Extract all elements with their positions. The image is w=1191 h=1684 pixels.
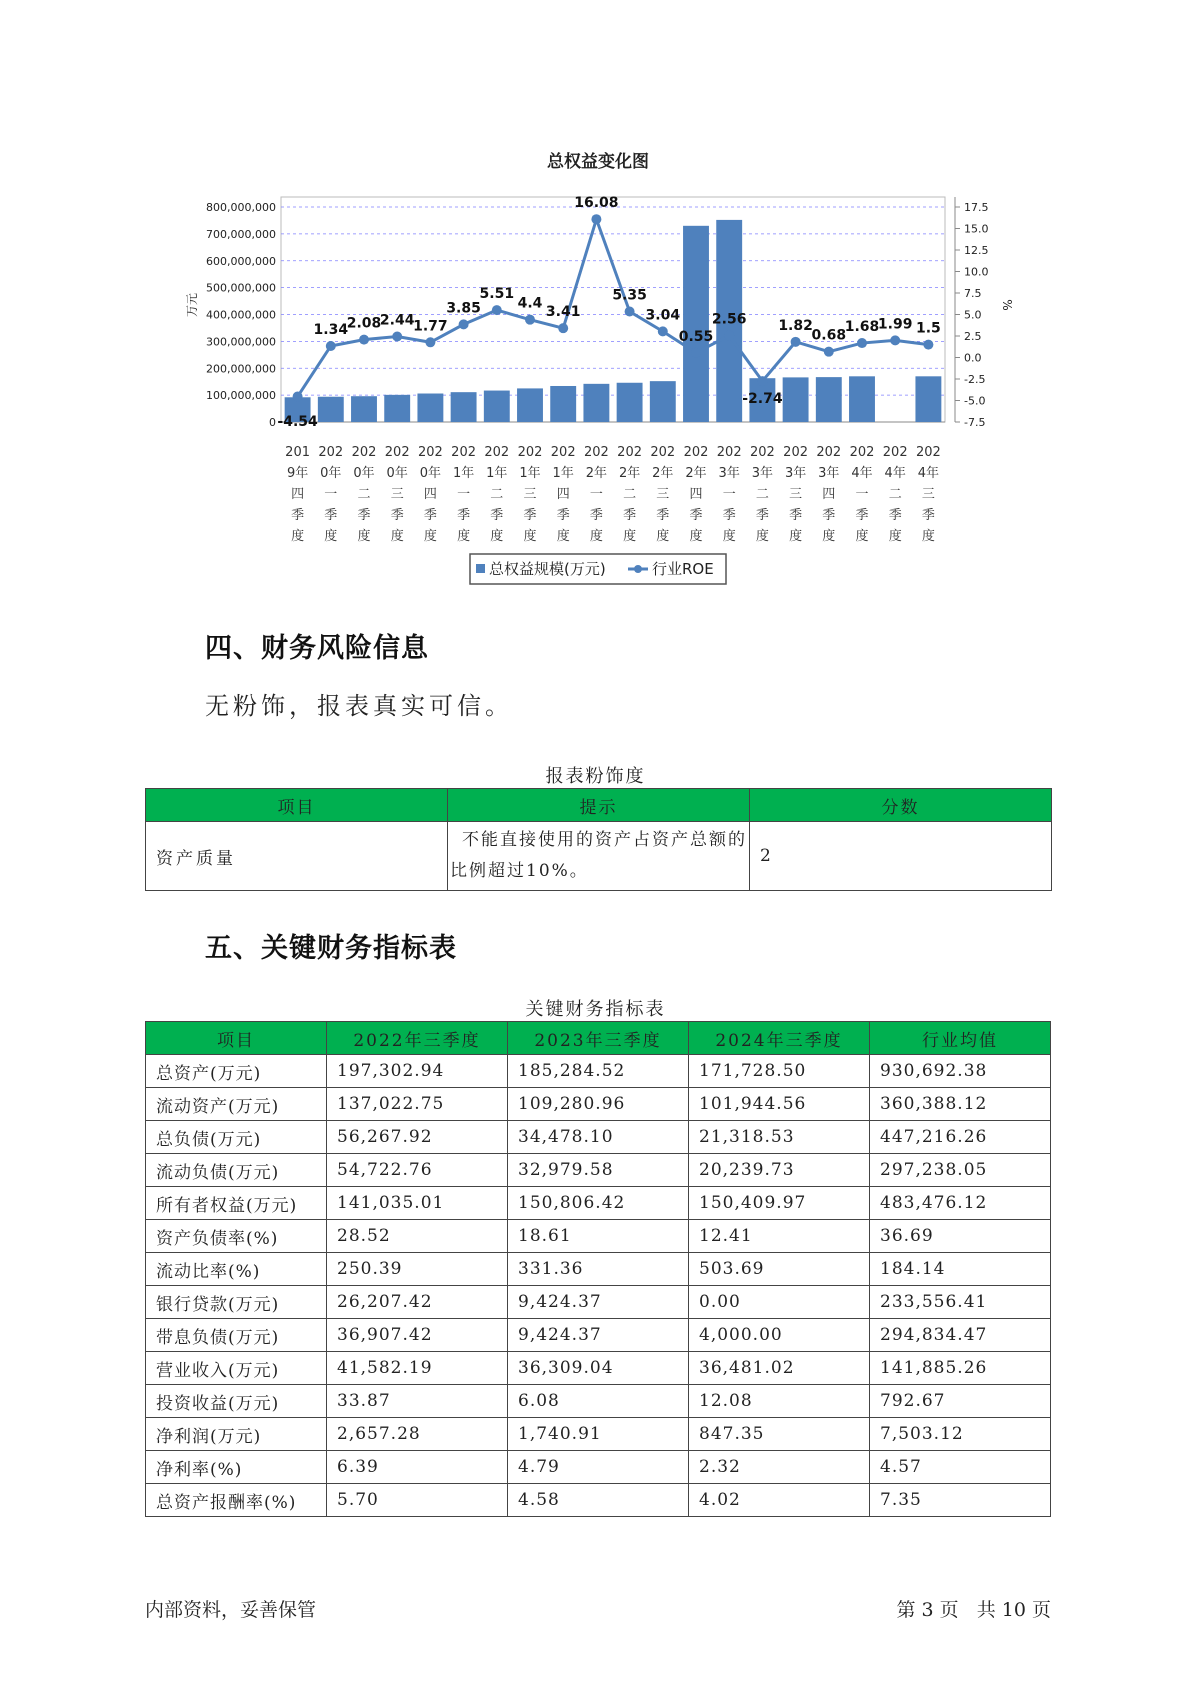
- roe-data-label: 2.56: [711, 311, 747, 328]
- x-tick-label: 度: [556, 529, 570, 544]
- x-tick-label: 季: [390, 508, 404, 523]
- kpi-value-cell: 2.32: [689, 1451, 870, 1484]
- kpi-value-cell: 447,216.26: [870, 1121, 1051, 1154]
- x-tick-label: 度: [722, 529, 736, 544]
- roe-point: [625, 306, 635, 316]
- x-tick-label: 度: [822, 529, 836, 544]
- kpi-value-cell: 297,238.05: [870, 1154, 1051, 1187]
- kpi-value-cell: 4.02: [689, 1484, 870, 1517]
- x-tick-label: 季: [789, 508, 803, 523]
- x-tick-label: 202: [882, 445, 908, 460]
- x-tick-label: 二: [755, 487, 769, 502]
- kpi-value-cell: 141,035.01: [327, 1187, 508, 1220]
- roe-point: [492, 305, 502, 315]
- bar: [318, 397, 344, 422]
- x-tick-label: 季: [291, 508, 305, 523]
- y-tick-label: 200,000,000: [206, 362, 276, 376]
- x-tick-label: 202: [650, 445, 676, 460]
- kpi-item-cell: 流动负债(万元): [146, 1154, 327, 1187]
- roe-data-label: 1.34: [313, 321, 349, 338]
- kpi-value-cell: 36,309.04: [508, 1352, 689, 1385]
- kpi-value-cell: 503.69: [689, 1253, 870, 1286]
- bar: [583, 384, 609, 422]
- x-tick-label: 202: [783, 445, 809, 460]
- x-tick-label: 201: [285, 445, 311, 460]
- x-tick-label: 季: [556, 508, 570, 523]
- kpi-value-cell: 294,834.47: [870, 1319, 1051, 1352]
- kpi-value-cell: 5.70: [327, 1484, 508, 1517]
- y-tick-label: 800,000,000: [206, 201, 276, 214]
- kpi-value-cell: 4.57: [870, 1451, 1051, 1484]
- x-tick-label: 202: [451, 445, 477, 460]
- x-tick-label: 季: [423, 508, 437, 523]
- roe-point: [293, 392, 303, 402]
- x-tick-label: 度: [490, 529, 504, 544]
- table-row: [146, 1220, 1051, 1253]
- kpi-value-cell: 0.00: [689, 1286, 870, 1319]
- bar: [783, 377, 809, 422]
- roe-data-label: 1.68: [844, 319, 880, 336]
- kpi-table: [145, 1021, 1051, 1517]
- kpi-value-cell: 26,207.42: [327, 1286, 508, 1319]
- kpi-value-cell: 12.41: [689, 1220, 870, 1253]
- bar: [384, 395, 410, 422]
- roe-point: [691, 348, 701, 358]
- kpi-value-cell: 36,907.42: [327, 1319, 508, 1352]
- x-tick-label: 202: [849, 445, 875, 460]
- roe-point: [425, 337, 435, 347]
- x-tick-label: 一: [855, 487, 869, 502]
- x-tick-label: 季: [722, 508, 736, 523]
- x-tick-label: 季: [888, 508, 902, 523]
- kpi-value-cell: 34,478.10: [508, 1121, 689, 1154]
- kpi-item-cell: 投资收益(万元): [146, 1385, 327, 1418]
- y-tick-label: 600,000,000: [206, 254, 276, 268]
- roe-data-label: 5.35: [612, 287, 647, 304]
- kpi-item-cell: 流动比率(%): [146, 1253, 327, 1286]
- kpi-value-cell: 18.61: [508, 1220, 689, 1253]
- x-tick-label: 2年: [652, 466, 674, 481]
- x-tick-label: 1年: [552, 466, 574, 481]
- x-tick-label: 202: [417, 445, 443, 460]
- kpi-value-cell: 197,302.94: [327, 1055, 508, 1088]
- kpi-header-2022q3: 2022年三季度: [327, 1022, 508, 1055]
- y2-tick-label: -5.0: [964, 394, 986, 408]
- kpi-header-2024q3: 2024年三季度: [689, 1022, 870, 1055]
- x-tick-label: 季: [855, 508, 869, 523]
- roe-point: [359, 335, 369, 345]
- kpi-value-cell: 36,481.02: [689, 1352, 870, 1385]
- x-tick-label: 202: [351, 445, 377, 460]
- roe-data-label: 1.77: [413, 318, 448, 335]
- kpi-header-item: 项目: [146, 1022, 327, 1055]
- kpi-value-cell: 9,424.37: [508, 1319, 689, 1352]
- section5-heading: 五、关键财务指标表: [205, 933, 457, 964]
- roe-point: [459, 319, 469, 329]
- kpi-value-cell: 1,740.91: [508, 1418, 689, 1451]
- footer-confidential: 内部资料，妥善保管: [145, 1599, 317, 1621]
- roe-point: [757, 376, 767, 386]
- y-tick-label: 500,000,000: [206, 281, 276, 295]
- x-tick-label: 二: [357, 487, 371, 502]
- kpi-table-header-row: [146, 1022, 1051, 1055]
- x-tick-label: 0年: [386, 466, 408, 481]
- table-row: [146, 1121, 1051, 1154]
- kpi-value-cell: 2,657.28: [327, 1418, 508, 1451]
- bar: [683, 226, 709, 422]
- y2-tick-label: 10.0: [964, 265, 989, 279]
- roe-point: [824, 347, 834, 357]
- roe-point: [791, 337, 801, 347]
- roe-data-label: 2.44: [379, 312, 415, 329]
- x-tick-label: 4年: [884, 466, 906, 481]
- bar: [650, 381, 676, 422]
- x-tick-label: 四: [822, 487, 836, 502]
- x-tick-label: 1年: [519, 466, 541, 481]
- y2-tick-label: 7.5: [964, 287, 982, 300]
- x-tick-label: 202: [749, 445, 775, 460]
- kpi-value-cell: 4.58: [508, 1484, 689, 1517]
- kpi-item-cell: 总负债(万元): [146, 1121, 327, 1154]
- x-tick-label: 3年: [751, 466, 774, 481]
- kpi-value-cell: 150,409.97: [689, 1187, 870, 1220]
- x-tick-label: 一: [589, 487, 603, 502]
- x-tick-label: 度: [789, 529, 803, 544]
- table-row: [146, 1253, 1051, 1286]
- kpi-value-cell: 6.39: [327, 1451, 508, 1484]
- roe-data-label: 2.08: [346, 315, 382, 332]
- x-tick-label: 0年: [419, 466, 442, 481]
- roe-point: [326, 341, 336, 351]
- x-tick-label: 一: [324, 487, 338, 502]
- x-tick-label: 度: [357, 529, 371, 544]
- kpi-table-caption: 关键财务指标表: [525, 999, 666, 1020]
- roe-point: [558, 323, 568, 333]
- y-tick-label: 100,000,000: [206, 389, 276, 403]
- y2-tick-label: -7.5: [964, 416, 986, 429]
- roe-data-label: 1.99: [877, 316, 913, 333]
- roe-data-label: 3.41: [545, 304, 581, 321]
- x-tick-label: 季: [921, 508, 935, 523]
- roe-data-label: 0.55: [678, 328, 714, 345]
- x-tick-label: 季: [822, 508, 836, 523]
- bar: [849, 376, 875, 422]
- risk-table-caption: 报表粉饰度: [545, 766, 646, 787]
- x-tick-label: 三: [656, 487, 670, 502]
- kpi-value-cell: 141,885.26: [870, 1352, 1051, 1385]
- y-tick-label: 700,000,000: [206, 227, 276, 241]
- y2-tick-label: -2.5: [964, 373, 986, 386]
- x-tick-label: 202: [915, 445, 941, 460]
- x-tick-label: 季: [490, 508, 504, 523]
- kpi-value-cell: 7.35: [870, 1484, 1051, 1517]
- risk-item-cell: 资产质量: [146, 822, 448, 891]
- kpi-value-cell: 12.08: [689, 1385, 870, 1418]
- x-tick-label: 度: [523, 529, 537, 544]
- table-row: [146, 1055, 1051, 1088]
- x-tick-label: 三: [523, 487, 537, 502]
- kpi-value-cell: 6.08: [508, 1385, 689, 1418]
- risk-header-hint: 提示: [448, 789, 750, 822]
- kpi-value-cell: 33.87: [327, 1385, 508, 1418]
- kpi-value-cell: 7,503.12: [870, 1418, 1051, 1451]
- risk-table-header-row: [146, 789, 1052, 822]
- y2-tick-label: 17.5: [964, 201, 989, 214]
- x-tick-label: 1年: [486, 466, 508, 481]
- x-tick-label: 0年: [320, 466, 342, 481]
- x-tick-label: 度: [855, 529, 869, 544]
- kpi-value-cell: 137,022.75: [327, 1088, 508, 1121]
- x-tick-label: 度: [589, 529, 603, 544]
- kpi-value-cell: 54,722.76: [327, 1154, 508, 1187]
- table-row: [146, 1484, 1051, 1517]
- kpi-value-cell: 360,388.12: [870, 1088, 1051, 1121]
- x-tick-label: 202: [384, 445, 410, 460]
- x-tick-label: 202: [683, 445, 709, 460]
- kpi-value-cell: 56,267.92: [327, 1121, 508, 1154]
- bar: [417, 394, 443, 422]
- kpi-header-industry-avg: 行业均值: [870, 1022, 1051, 1055]
- roe-point: [525, 315, 535, 325]
- plot-area-frame: [281, 197, 945, 422]
- y2-tick-label: 5.0: [964, 308, 982, 322]
- x-tick-label: 3年: [718, 466, 740, 481]
- x-tick-label: 二: [888, 487, 902, 502]
- x-tick-label: 季: [623, 508, 637, 523]
- kpi-value-cell: 4.79: [508, 1451, 689, 1484]
- kpi-value-cell: 250.39: [327, 1253, 508, 1286]
- kpi-value-cell: 32,979.58: [508, 1154, 689, 1187]
- y2-tick-label: 12.5: [964, 244, 989, 257]
- x-tick-label: 2年: [618, 466, 641, 481]
- y-tick-label: 400,000,000: [206, 308, 276, 322]
- roe-point: [857, 338, 867, 348]
- x-tick-label: 季: [457, 508, 471, 523]
- kpi-table-body: [146, 1055, 1051, 1517]
- kpi-item-cell: 总资产报酬率(%): [146, 1484, 327, 1517]
- x-tick-label: 202: [716, 445, 742, 460]
- x-tick-label: 度: [390, 529, 404, 544]
- kpi-value-cell: 185,284.52: [508, 1055, 689, 1088]
- x-tick-label: 3年: [784, 466, 807, 481]
- kpi-value-cell: 483,476.12: [870, 1187, 1051, 1220]
- x-tick-label: 四: [556, 487, 570, 502]
- x-tick-label: 4年: [851, 466, 873, 481]
- x-tick-label: 度: [921, 529, 935, 544]
- roe-data-label: 3.85: [446, 300, 481, 317]
- x-tick-label: 季: [589, 508, 603, 523]
- x-tick-label: 一: [457, 487, 471, 502]
- x-tick-label: 季: [324, 508, 338, 523]
- x-tick-label: 202: [816, 445, 842, 460]
- x-tick-label: 度: [888, 529, 902, 544]
- equity-chart: [0, 0, 1191, 600]
- kpi-value-cell: 4,000.00: [689, 1319, 870, 1352]
- kpi-item-cell: 营业收入(万元): [146, 1352, 327, 1385]
- bar: [617, 383, 643, 422]
- x-tick-label: 2年: [585, 466, 608, 481]
- x-tick-label: 季: [689, 508, 703, 523]
- x-tick-label: 一: [722, 487, 736, 502]
- kpi-value-cell: 171,728.50: [689, 1055, 870, 1088]
- x-tick-label: 三: [921, 487, 935, 502]
- x-tick-label: 2年: [685, 466, 707, 481]
- chart-title: 总权益变化图: [547, 152, 649, 172]
- legend-line-marker: [634, 565, 642, 573]
- risk-header-score: 分数: [750, 789, 1052, 822]
- roe-point: [890, 335, 900, 345]
- kpi-item-cell: 带息负债(万元): [146, 1319, 327, 1352]
- kpi-value-cell: 109,280.96: [508, 1088, 689, 1121]
- x-tick-label: 二: [623, 487, 637, 502]
- kpi-item-cell: 流动资产(万元): [146, 1088, 327, 1121]
- kpi-value-cell: 150,806.42: [508, 1187, 689, 1220]
- legend-bar-swatch: [476, 564, 485, 573]
- x-tick-label: 度: [689, 529, 703, 544]
- x-tick-label: 二: [490, 487, 504, 502]
- kpi-value-cell: 184.14: [870, 1253, 1051, 1286]
- bar: [351, 396, 377, 422]
- roe-data-label: -4.54: [277, 414, 318, 430]
- kpi-item-cell: 净利率(%): [146, 1451, 327, 1484]
- kpi-item-cell: 总资产(万元): [146, 1055, 327, 1088]
- roe-data-label: 1.5: [915, 320, 941, 337]
- kpi-item-cell: 银行贷款(万元): [146, 1286, 327, 1319]
- kpi-value-cell: 233,556.41: [870, 1286, 1051, 1319]
- y-tick-label: 300,000,000: [206, 335, 276, 349]
- x-tick-label: 度: [656, 529, 670, 544]
- roe-data-label: 1.82: [778, 317, 813, 334]
- roe-point: [591, 214, 601, 224]
- y2-tick-label: 15.0: [964, 222, 989, 236]
- x-tick-label: 四: [291, 487, 305, 502]
- x-tick-label: 202: [550, 445, 576, 460]
- roe-data-label: -2.74: [742, 391, 783, 408]
- roe-point: [392, 332, 402, 342]
- table-row: [146, 1319, 1051, 1352]
- risk-hint-cell: 不能直接使用的资产占资产总额的比例超过10%。: [448, 822, 750, 891]
- roe-point: [923, 340, 933, 350]
- table-row: [146, 822, 1052, 891]
- table-row: [146, 1418, 1051, 1451]
- x-tick-label: 9年: [286, 466, 309, 481]
- kpi-item-cell: 净利润(万元): [146, 1418, 327, 1451]
- x-tick-label: 1年: [452, 466, 475, 481]
- kpi-value-cell: 41,582.19: [327, 1352, 508, 1385]
- roe-data-label: 3.04: [645, 307, 681, 324]
- kpi-item-cell: 资产负债率(%): [146, 1220, 327, 1253]
- table-row: [146, 1385, 1051, 1418]
- x-tick-label: 3年: [818, 466, 840, 481]
- kpi-value-cell: 28.52: [327, 1220, 508, 1253]
- bar: [915, 376, 941, 422]
- risk-score-cell: 2: [750, 822, 1052, 891]
- y-axis-title: 万元: [185, 292, 199, 318]
- kpi-value-cell: 930,692.38: [870, 1055, 1051, 1088]
- x-tick-label: 度: [623, 529, 637, 544]
- section4-paragraph: 无粉饰，报表真实可信。: [205, 692, 513, 720]
- kpi-value-cell: 792.67: [870, 1385, 1051, 1418]
- table-row: [146, 1187, 1051, 1220]
- x-tick-label: 度: [423, 529, 437, 544]
- x-tick-label: 四: [423, 487, 437, 502]
- table-row: [146, 1088, 1051, 1121]
- kpi-value-cell: 101,944.56: [689, 1088, 870, 1121]
- legend-line-label: 行业ROE: [652, 560, 714, 578]
- y2-tick-label: 0.0: [964, 351, 982, 365]
- roe-line: [298, 219, 929, 396]
- table-row: [146, 1154, 1051, 1187]
- kpi-value-cell: 20,239.73: [689, 1154, 870, 1187]
- table-row: [146, 1286, 1051, 1319]
- roe-point: [724, 330, 734, 340]
- x-tick-label: 度: [291, 529, 305, 544]
- risk-header-item: 项目: [146, 789, 448, 822]
- x-tick-label: 度: [755, 529, 769, 544]
- footer-page-number: 第 3 页 共 10 页: [896, 1599, 1051, 1621]
- x-tick-label: 季: [755, 508, 769, 523]
- legend-bar-label: 总权益规模(万元): [489, 560, 606, 578]
- roe-data-label: 5.51: [479, 286, 515, 303]
- risk-table: [145, 788, 1052, 891]
- kpi-value-cell: 9,424.37: [508, 1286, 689, 1319]
- x-tick-label: 季: [357, 508, 371, 523]
- bar: [484, 391, 510, 422]
- kpi-value-cell: 331.36: [508, 1253, 689, 1286]
- equity-chart-svg: [0, 0, 1191, 600]
- x-tick-label: 202: [583, 445, 609, 460]
- kpi-item-cell: 所有者权益(万元): [146, 1187, 327, 1220]
- bar: [517, 388, 543, 422]
- y2-axis-title: %: [1000, 299, 1014, 311]
- x-tick-label: 202: [517, 445, 543, 460]
- roe-point: [658, 326, 668, 336]
- section4-heading: 四、财务风险信息: [205, 633, 429, 664]
- table-row: [146, 1451, 1051, 1484]
- kpi-value-cell: 36.69: [870, 1220, 1051, 1253]
- bar: [816, 377, 842, 422]
- x-tick-label: 三: [789, 487, 803, 502]
- roe-data-label: 4.4: [517, 295, 543, 312]
- kpi-value-cell: 847.35: [689, 1418, 870, 1451]
- x-tick-label: 0年: [353, 466, 375, 481]
- roe-data-label: 16.08: [574, 195, 619, 212]
- x-tick-label: 4年: [917, 466, 940, 481]
- x-tick-label: 三: [390, 487, 404, 502]
- x-tick-label: 季: [523, 508, 537, 523]
- x-tick-label: 度: [324, 529, 338, 544]
- bar: [550, 386, 576, 422]
- y2-tick-label: 2.5: [964, 330, 982, 343]
- bar: [451, 392, 477, 422]
- roe-data-label: 0.68: [811, 327, 847, 344]
- x-tick-label: 季: [656, 508, 670, 523]
- x-tick-label: 四: [689, 487, 703, 502]
- x-tick-label: 202: [617, 445, 643, 460]
- kpi-header-2023q3: 2023年三季度: [508, 1022, 689, 1055]
- y-tick-label: 0: [269, 416, 276, 429]
- kpi-value-cell: 21,318.53: [689, 1121, 870, 1154]
- x-tick-label: 202: [318, 445, 344, 460]
- x-tick-label: 度: [457, 529, 471, 544]
- x-tick-label: 202: [484, 445, 510, 460]
- table-row: [146, 1352, 1051, 1385]
